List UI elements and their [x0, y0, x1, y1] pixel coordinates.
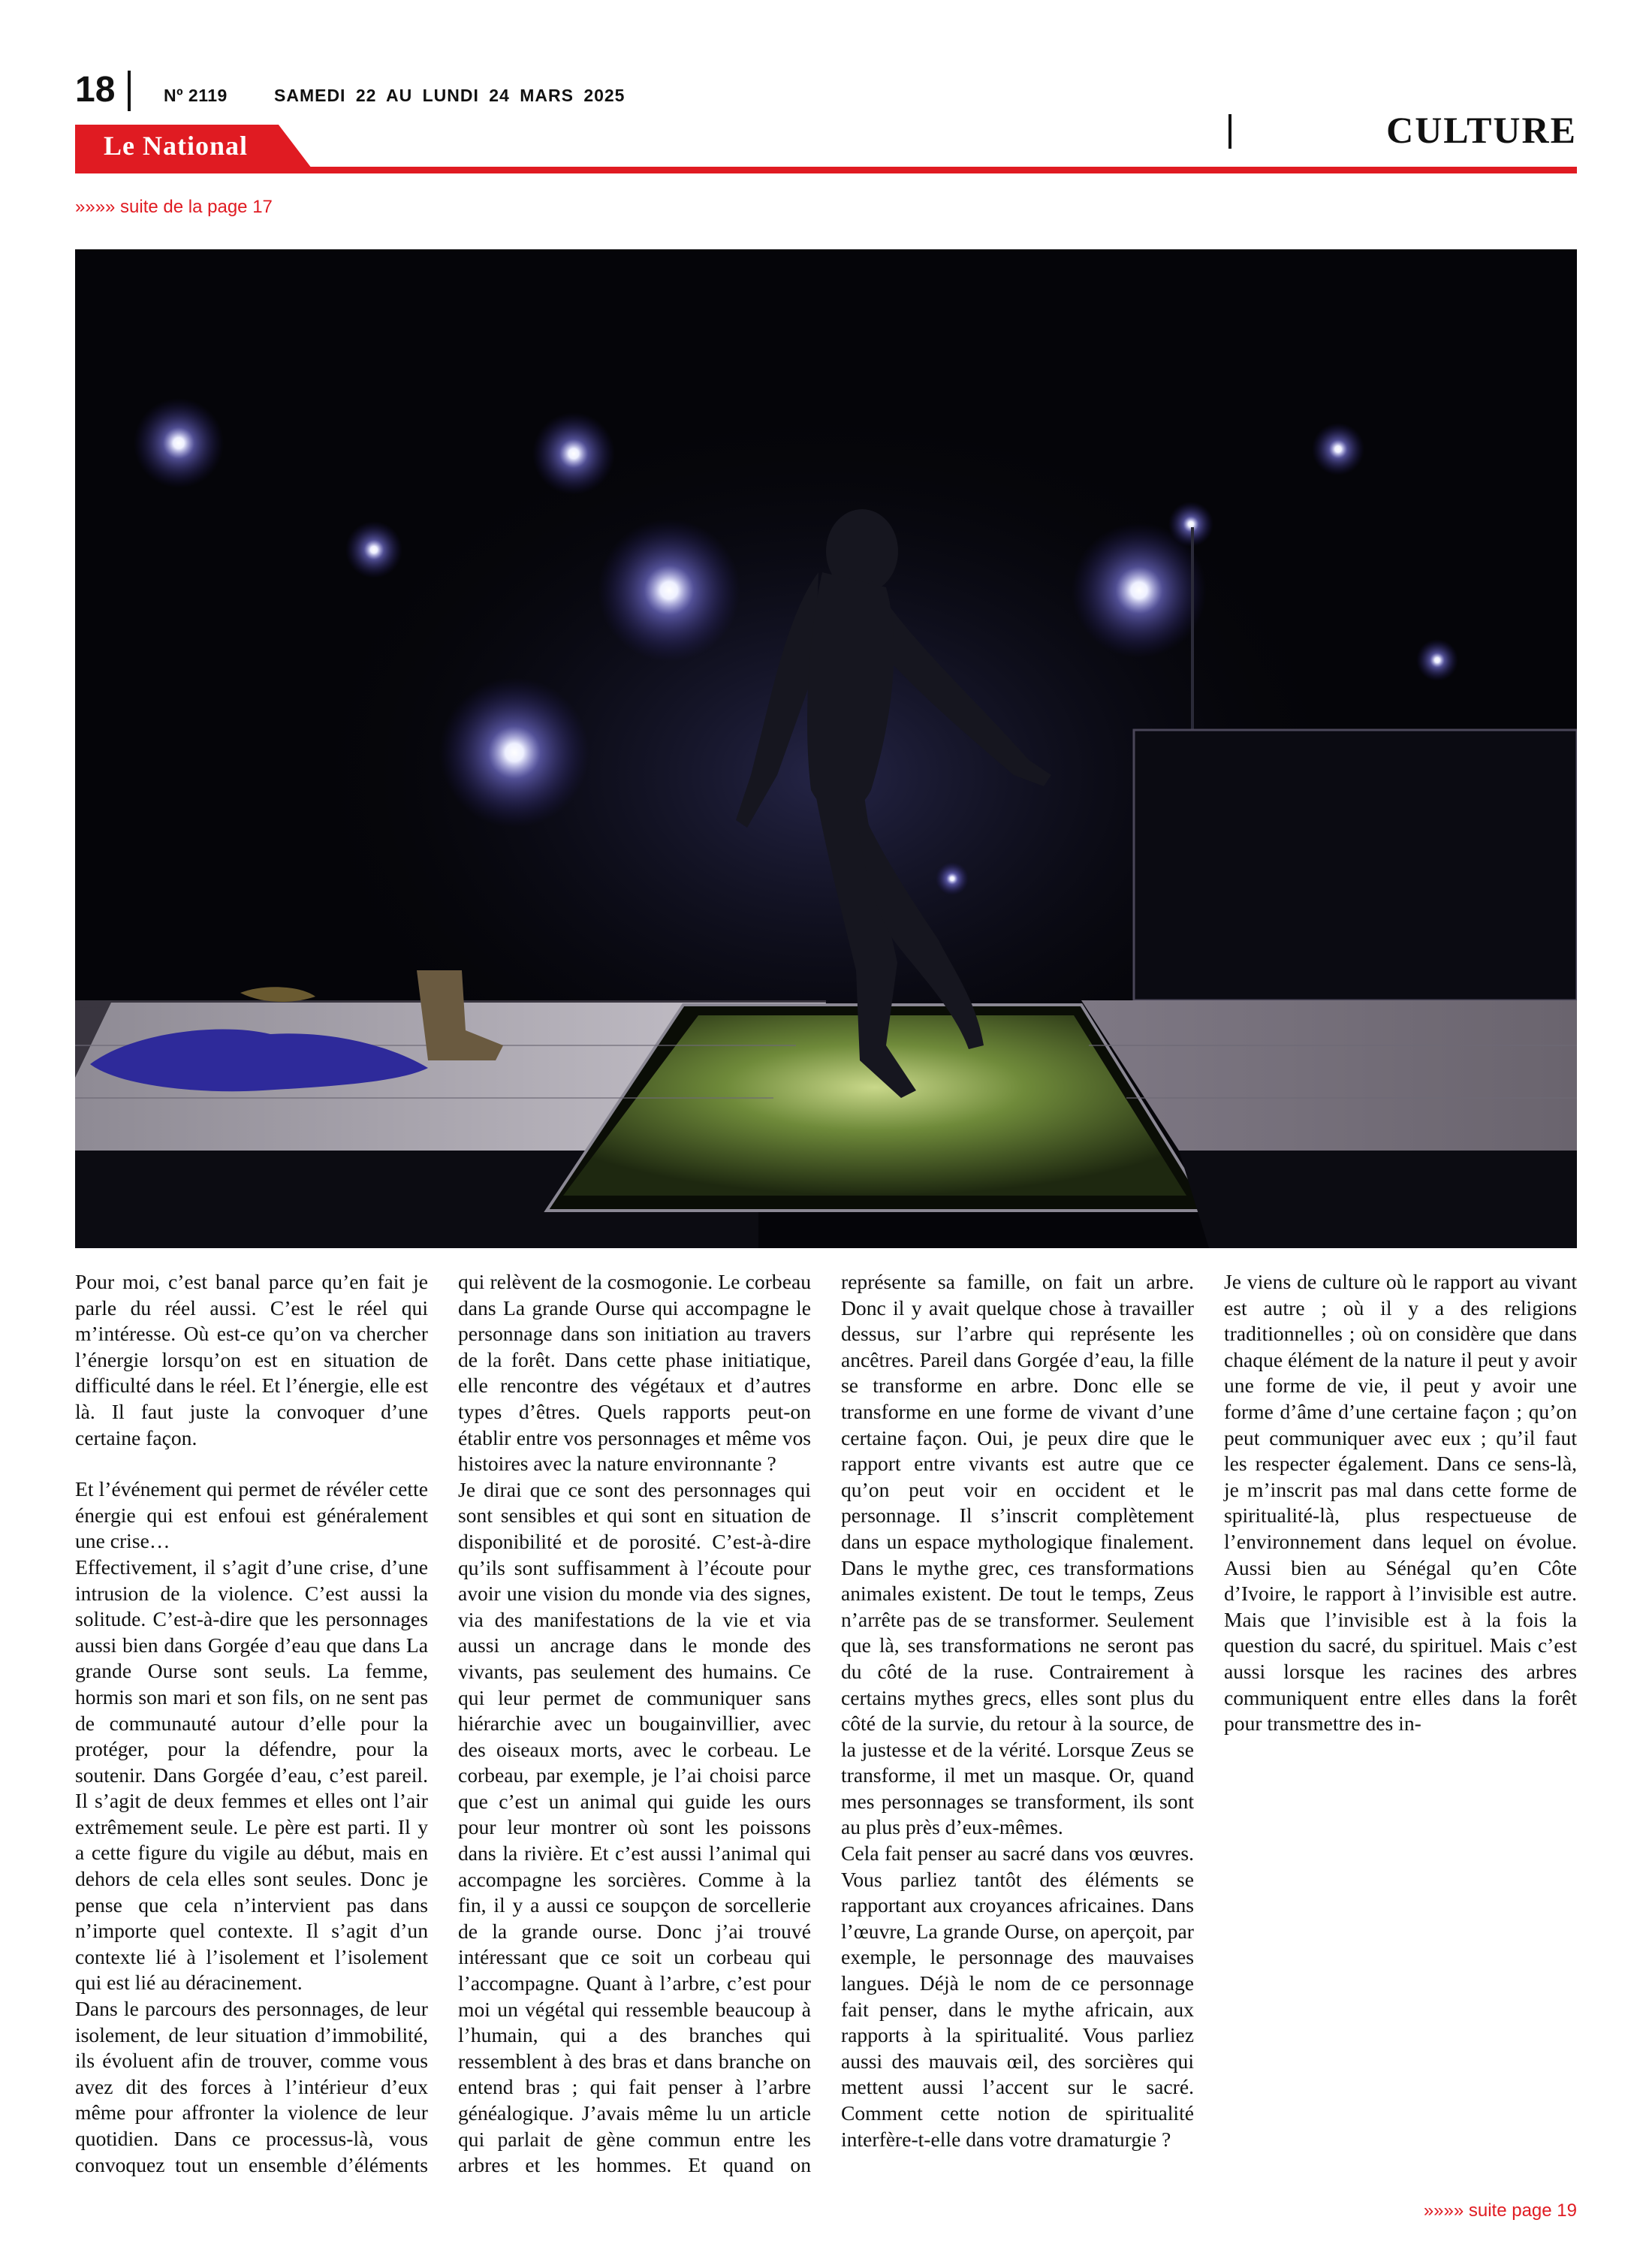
article-paragraph: Effectivement, il s’agit d’une crise, d’une intrusion de la violence. C’est aussi la solitude. C’est-à-dire que les personnages aussi bien dans Gorgée d’eau que dans La grande Ourse sont seuls. La femme, hormis son mari et son fils, on ne sent pas de communauté autour d’elle pour la protéger, pour la défendre, pour la soutenir. Dans Gorgée d’eau, c’est pareil. Il s’agit de deux femmes et elles ont l’air extrêmement seule. Le père est parti. Il y a cette figure du vigile au début, mais en dehors de cela elles sont seules. Donc je pense que cela n’intervient pas dans n’importe quel contexte. Il s’agit d’un contexte lié à l’isolement et l’isolement qui est lié au déracinement.: [75, 1555, 428, 1995]
header-rule: [75, 167, 1577, 173]
issue-date: SAMEDI 22 AU LUNDI 24 MARS 2025: [274, 86, 626, 105]
publication-logo: Le National: [104, 131, 249, 161]
issue-number: Nº 2119: [164, 86, 228, 105]
article-body: [75, 1269, 1577, 2203]
article-paragraph: Je dirai que ce sont des personnages qui sont sensibles et qui sont en situation de disponibilité et de porosité. C’est-à-dire qu’ils sont suffisamment à l’écoute pour avoir une vision du monde via des signes, via des manifestations de la vie et via aussi un ancrage dans le monde des vivants, pas seulement des humains. Ce qui leur permet de communiquer sans hiérarchie avec un bougainvillier, avec des oiseaux morts, avec le corbeau. Le corbeau, par exemple, je l’ai choisi parce que c’est un animal qui guide les ours pour leur montrer où sont les poissons dans la rivière. Et c’est aussi l’animal qui accompagne les sorcières. Comme à la fin, il y a aussi ce soupçon de sorcellerie de la grande ourse. Donc j’ai trouvé intéressant que ce soit un corbeau qui l’accompagne. Quant à l’arbre, c’est pour moi un végétal qui ressemble beaucoup à l’humain, qui a des branches qui ressemblent à des bras et dans branche on entend bras ; qui fait penser à l’arbre généalogique. J’avais même lu un article qui parlait de gène commun entre les arbres et les hommes. Et quand on représente sa famille, on fait un arbre. Donc il y avait quelque chose à travailler dessus, sur l’arbre qui représente les ancêtres. Pareil dans Gorgée d’eau, la fille se transforme en arbre. Donc elle se transforme en une forme de vivant d’une certaine façon. Oui, je peux dire que le rapport entre vivants est autre que ce qu’on peut voir en occident et le personnage. Il s’inscrit complètement dans un espace mythologique finalement. Dans le mythe grec, ces transformations animales existent. De tout le temps, Zeus n’arrête pas de se transformer. Seulement que là, ses transformations ne seront pas du côté de la ruse. Contrairement à certains mythes grecs, elles sont plus du côté de la survie, du retour à la source, de la justesse et de la vérité. Lorsque Zeus se transforme, il met un masque. Or, quand mes personnages se transforment, ils sont au plus près d’eux-mêmes.: [458, 1270, 1194, 2177]
stage-photo: [75, 249, 1577, 1248]
page-number-divider: [128, 71, 131, 111]
section-divider: [1228, 114, 1231, 149]
article-question: Cela fait penser au sacré dans vos œuvres. Vous parliez tantôt des éléments se rapportant aux croyances africaines. Dans l’œuvre, La grande Ourse, on aperçoit, par exemple, le personnage des mauvaises langues. Déjà le nom de ce personnage fait penser, dans le mythe africain, aux rapports à la spiritualité. Vous parliez aussi des mauvais œil, des sorcières qui mettent aussi l’accent sur le sacré. Comment cette notion de spiritualité interfère-t-elle dans votre dramaturgie ?: [841, 1841, 1194, 2151]
page-number: 18: [75, 70, 116, 110]
article-paragraph: Pour moi, c’est banal parce qu’en fait je parle du réel aussi. C’est le réel qui m’intéresse. Où est-ce qu’on va chercher l’énergie lorsqu’on est en situation de difficulté dans le réel. Et l’énergie, elle est là. Il faut juste la convoquer d’une certaine façon.: [75, 1270, 428, 1449]
section-title: CULTURE: [1386, 109, 1577, 151]
article-question: Et l’événement qui permet de révéler cette énergie qui est enfoui est généralement une crise…: [75, 1477, 428, 1553]
stage-photo-illustration: [75, 249, 1577, 1248]
continued-to-link[interactable]: »»»» suite page 19: [1423, 2200, 1577, 2221]
article-question: Dans le parcours des personnages, de leur isolement, de leur situation d’immobilité, ils évoluent afin de trouver, comme vous avez dit des forces à l’intérieur d’eux même pour affronter la violence de leur quotidien. Dans ce processus-là, vous convoquez tout un ensemble d’éléments qui relèvent de la cosmogonie. Le corbeau dans La grande Ourse qui accompagne le personnage dans son initiation au travers de la forêt. Dans cette phase initiatique, elle rencontre des végétaux et d’autres types d’êtres. Quels rapports peut-on établir entre vos personnages et même vos histoires avec la nature environnante ?: [75, 1270, 811, 2176]
continued-from-link[interactable]: »»»» suite de la page 17: [75, 197, 273, 217]
article-paragraph: Je viens de culture où le rapport au vivant est autre ; où il y a des religions traditionnelles ; où on considère que dans chaque élément de la nature il peut y avoir une forme de vie, il peut y avoir une forme d’âme d’une certaine façon ; qu’on peut communiquer avec eux ; qu’il faut les respecter également. Dans ce sens-là, je m’inscrit pas mal dans cette forme de spiritualité-là, plus respectueuse de l’environnement dans lequel on évolue. Aussi bien au Sénégal qu’en Côte d’Ivoire, le rapport à l’invisible est autre. Mais que l’invisible est à la fois la question du sacré, du spirituel. Mais c’est aussi lorsque les racines des arbres communiquent entre elles dans la forêt pour transmettre des in-: [1224, 1270, 1577, 1736]
